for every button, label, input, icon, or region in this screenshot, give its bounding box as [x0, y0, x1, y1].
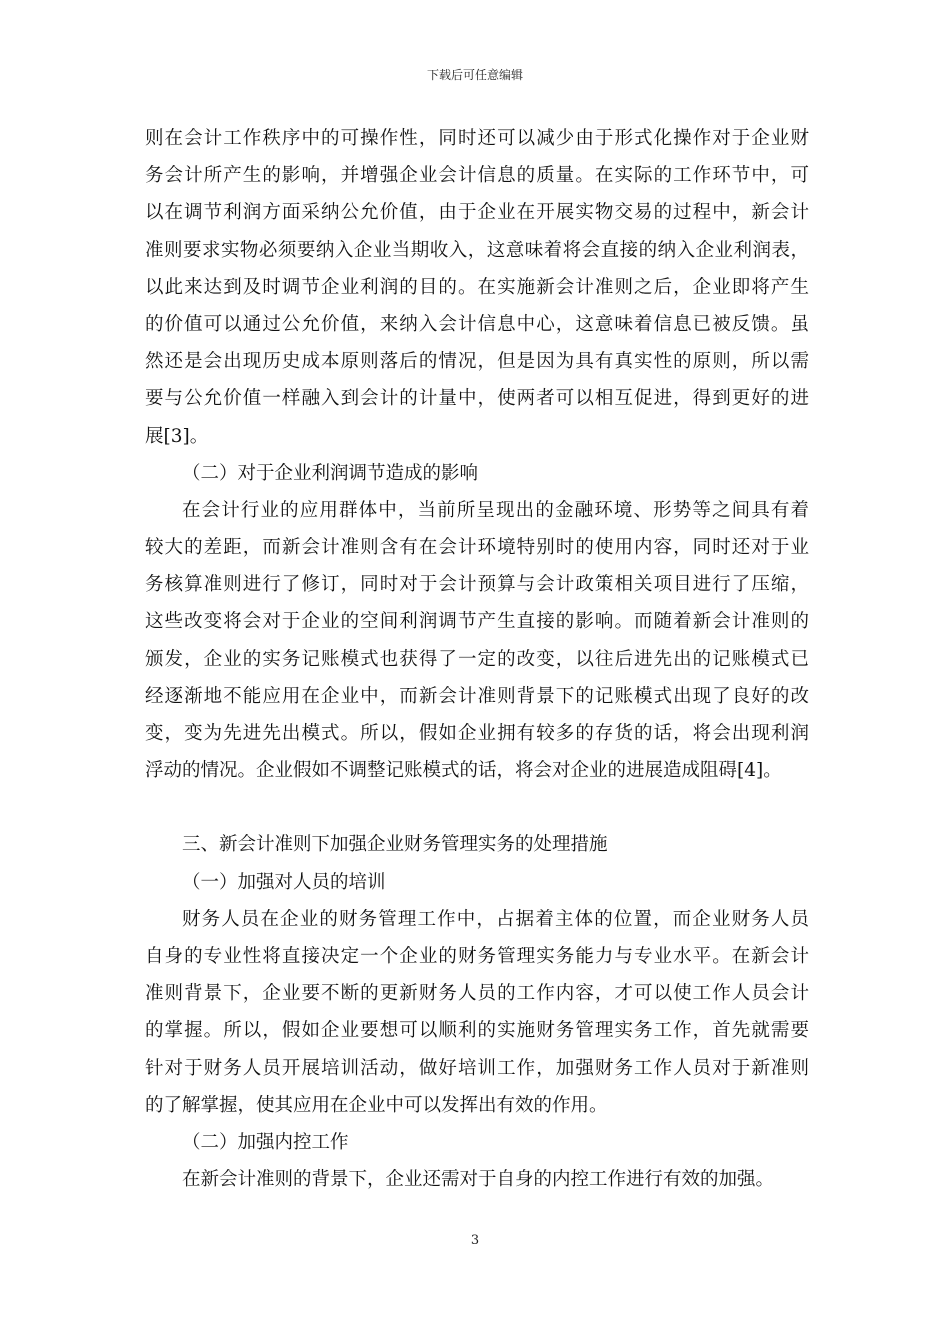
paragraph-line: 务核算准则进行了修订，同时对于会计预算与会计政策相关项目进行了压缩， — [145, 574, 809, 596]
paragraph-line: 务会计所产生的影响，并增强企业会计信息的质量。在实际的工作环节中，可 — [145, 165, 809, 187]
paragraph-line: 准则背景下，企业要不断的更新财务人员的工作内容，才可以使工作人员会计 — [145, 983, 809, 1005]
paragraph-line: 要与公允价值一样融入到会计的计量中，使两者可以相互促进，得到更好的进 — [145, 388, 809, 410]
paragraph-line: 的掌握。所以，假如企业要想可以顺利的实施财务管理实务工作，首先就需要 — [145, 1020, 809, 1042]
paragraph-line: 的价值可以通过公允价值，来纳入会计信息中心，这意味着信息已被反馈。虽 — [145, 313, 809, 335]
paragraph-line: 以在调节利润方面采纳公允价值，由于企业在开展实物交易的过程中，新会计 — [145, 202, 809, 224]
paragraph-line: 这些改变将会对于企业的空间利润调节产生直接的影响。而随着新会计准则的 — [145, 611, 809, 633]
subsection-heading: （一）加强对人员的培训 — [182, 871, 386, 893]
page-number: 3 — [470, 1233, 480, 1248]
document-body — [145, 120, 809, 1198]
paragraph-line: 准则要求实物必须要纳入企业当期收入，这意味着将会直接的纳入企业利润表， — [145, 239, 809, 261]
section-heading: 三、新会计准则下加强企业财务管理实务的处理措施 — [182, 834, 608, 856]
paragraph-line: 在会计行业的应用群体中，当前所呈现出的金融环境、形势等之间具有着 — [182, 499, 809, 521]
paragraph-line: 则在会计工作秩序中的可操作性，同时还可以减少由于形式化操作对于企业财 — [145, 128, 809, 149]
paragraph-line: 变，变为先进先出模式。所以，假如企业拥有较多的存货的话，将会出现利润 — [145, 723, 809, 744]
paragraph-line: 针对于财务人员开展培训活动，做好培训工作，加强财务工作人员对于新准则 — [145, 1057, 809, 1079]
paragraph-line: 展[3]。 — [145, 425, 209, 447]
paragraph-line: 颁发，企业的实务记账模式也获得了一定的改变，以往后进先出的记账模式已 — [145, 648, 809, 670]
paragraph-line: 的了解掌握，使其应用在企业中可以发挥出有效的作用。 — [145, 1094, 608, 1116]
paragraph-line: 浮动的情况。企业假如不调整记账模式的话，将会对企业的进展造成阻碍[4]。 — [145, 760, 782, 782]
subsection-heading: （二）加强内控工作 — [182, 1131, 349, 1153]
paragraph-line: 在新会计准则的背景下，企业还需对于自身的内控工作进行有效的加强。 — [182, 1169, 775, 1191]
paragraph-gap — [145, 789, 809, 826]
paragraph-line: 财务人员在企业的财务管理工作中，占据着主体的位置，而企业财务人员 — [182, 908, 809, 930]
page-header: 下载后可任意编辑 — [426, 68, 523, 82]
paragraph-line: 较大的差距，而新会计准则含有在会计环境特别时的使用内容，同时还对于业 — [145, 537, 809, 559]
paragraph-line: 以此来达到及时调节企业利润的目的。在实施新会计准则之后，企业即将产生 — [145, 276, 809, 298]
paragraph-line: 经逐渐地不能应用在企业中，而新会计准则背景下的记账模式出现了良好的改 — [145, 685, 809, 707]
paragraph-line: 然还是会出现历史成本原则落后的情况，但是因为具有真实性的原则，所以需 — [145, 351, 809, 373]
subsection-heading: （二）对于企业利润调节造成的影响 — [182, 462, 479, 484]
paragraph-line: 自身的专业性将直接决定一个企业的财务管理实务能力与专业水平。在新会计 — [145, 945, 809, 967]
